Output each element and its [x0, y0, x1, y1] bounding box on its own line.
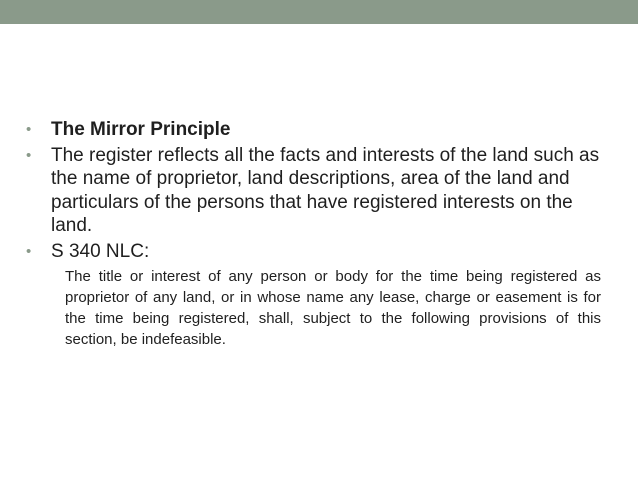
bullet-item	[26, 240, 606, 264]
statute-quote: The title or interest of any person or body for the time being registered as proprietor of any land, or in whose name any lease, charge or easement is for the time being registered, shall, subject to the following provisions of this section, be indefeasible.	[65, 268, 601, 348]
bullet-marker: •	[26, 121, 32, 138]
bullet-text: The register reflects all the facts and interests of the land such as the name of proprietor, land descriptions, area of the land and particulars of the persons that have registered interests on the land.	[51, 144, 600, 236]
slide-content	[26, 118, 606, 350]
bullet-item	[26, 118, 606, 142]
bullet-text: S 340 NLC:	[51, 240, 150, 262]
bullet-marker: •	[26, 146, 32, 164]
top-band	[0, 0, 638, 24]
bullet-item	[26, 144, 606, 238]
bullet-marker: •	[26, 242, 32, 260]
bullet-heading: The Mirror Principle	[51, 119, 231, 140]
